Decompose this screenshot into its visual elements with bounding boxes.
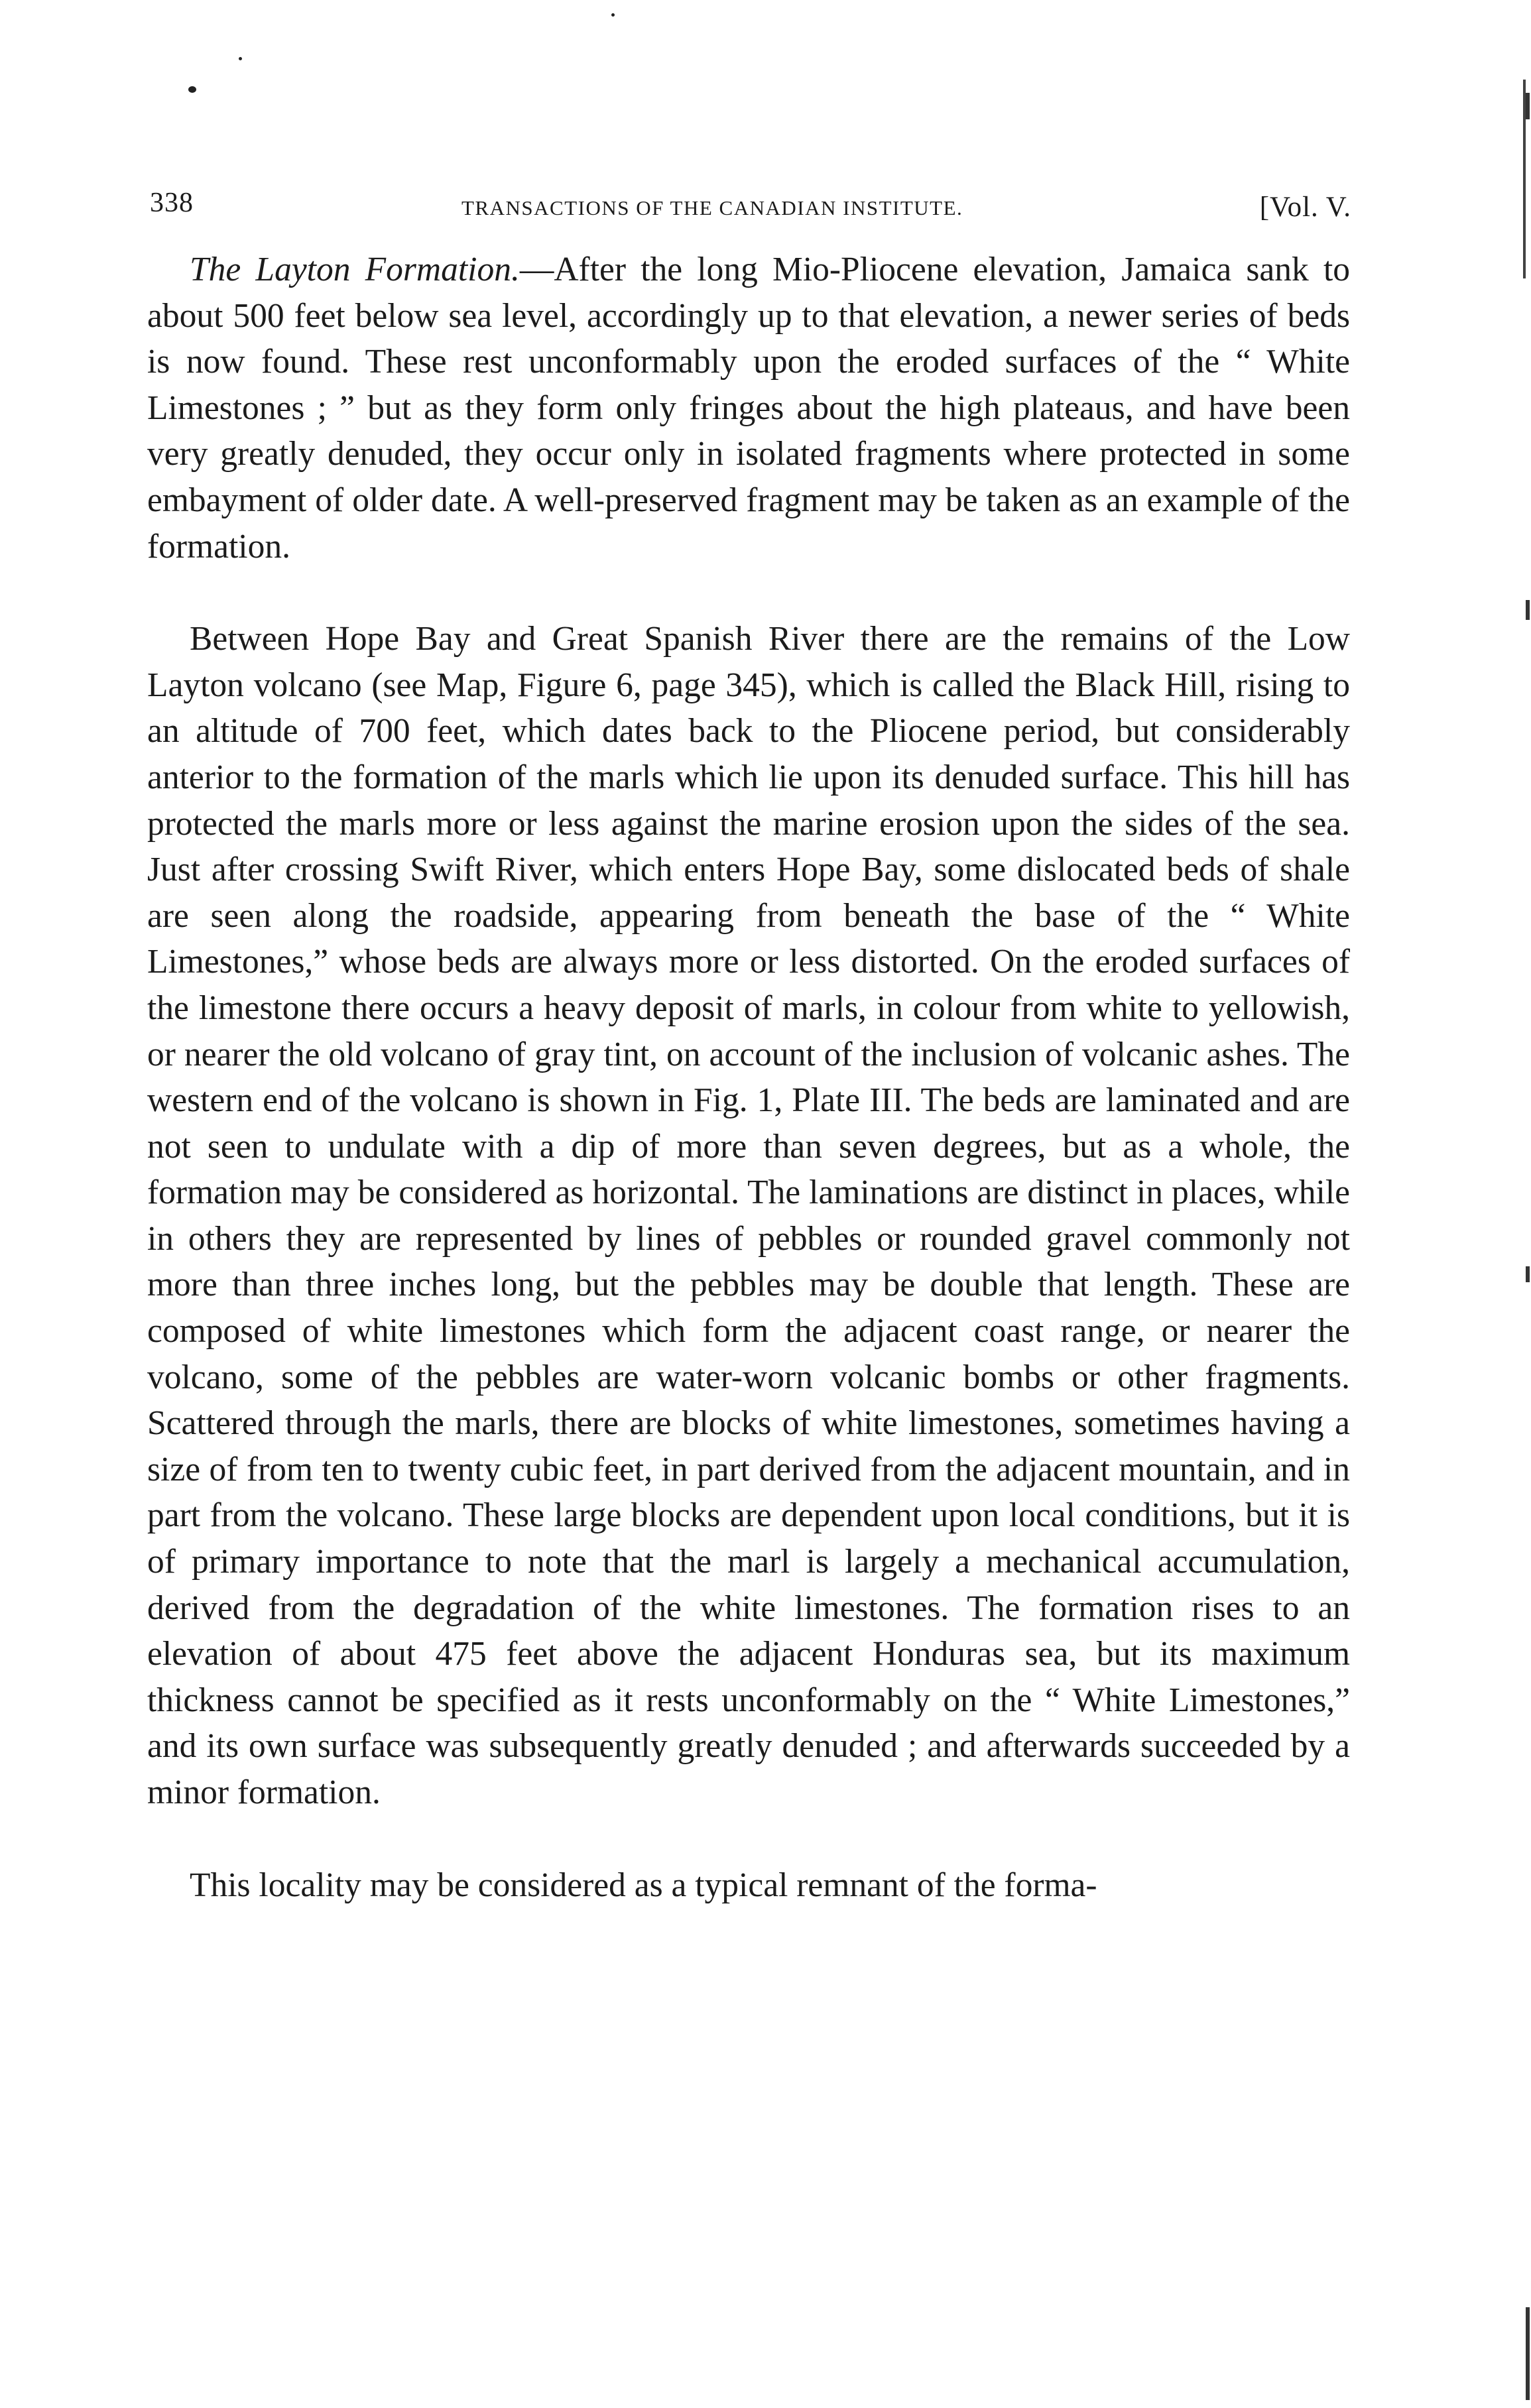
- scan-edge-mark: [1526, 1266, 1530, 1282]
- volume-label: [Vol. V.: [1259, 192, 1351, 223]
- paragraph: [147, 616, 1350, 1815]
- body-text: [147, 247, 1350, 1908]
- scan-speck: [239, 57, 242, 60]
- scan-edge-mark: [1526, 2307, 1530, 2400]
- paragraph-text: This locality may be considered as a typical remnant of the forma-: [190, 1866, 1097, 1904]
- page-header: [150, 187, 1351, 233]
- paragraph: [147, 1862, 1350, 1909]
- scan-edge-mark: [1526, 600, 1530, 620]
- section-heading: The Layton Formation.: [190, 251, 520, 288]
- scan-speck: [188, 86, 196, 93]
- scan-speck: [611, 13, 615, 17]
- paragraph-text: —After the long Mio-Pliocene elevation, Jamaica sank to about 500 feet below sea level, accordingly up to that elevation, a newer series of beds is now found. These rest unconformably upon the eroded surfaces of the “ White Limestones ; ” but as they form only fringes about the high plateaus, and have been very greatly denuded, they occur only in isolated fragments where protected in some embayment of older date. A well-preserved fragment may be taken as an example of the formation.: [147, 251, 1351, 566]
- paragraph-text: Between Hope Bay and Great Spanish River there are the remains of the Low Layton volcano (see Map, Figure 6, page 345), which is called the Black Hill, rising to an altitude of 700 feet, which dates back to the Pliocene period, but considerably anterior to the formation of the marls which lie upon its denuded surface. This hill has protected the marls more or less against the marine erosion upon the sides of the sea. Just after crossing Swift River, which enters Hope Bay, some dislocated beds of shale are seen along the roadside, appearing from beneath the base of the “ White Limestones,” whose beds are always more or less distorted. On the eroded surfaces of the limestone there occurs a heavy deposit of marls, in colour from white to yellowish, or nearer the old volcano of gray tint, on account of the inclusion of volcanic ashes. The western end of the volcano is shown in Fig. 1, Plate III. The beds are laminated and are not seen to undulate with a dip of more than seven degrees, but as a whole, the formation may be considered as horizontal. The laminations are distinct in places, while in others they are represented by lines of pebbles or rounded gravel commonly not more than three inches long, but the pebbles may be double that length. These are composed of white limestones which form the adjacent coast range, or nearer the volcano, some of the pebbles are water-worn volcanic bombs or other fragments. Scattered through the marls, there are blocks of white limestones, sometimes having a size of from ten to twenty cubic feet, in part derived from the adjacent mountain, and in part from the volcano. These large blocks are dependent upon local conditions, but it is of primary importance to note that the marl is largely a mechanical accumulation, derived from the degradation of the white limestones. The formation rises to an elevation of about 475 feet above the adjacent Honduras sea, but its maximum thickness cannot be specified as it rests unconformably on the “ White Limestones,” and its own surface was subsequently greatly denuded ; and afterwards succeeded by a minor formation.: [147, 620, 1350, 1811]
- page-number: 338: [150, 188, 194, 218]
- paragraph: [147, 247, 1350, 570]
- scan-edge-mark: [1526, 93, 1530, 119]
- running-title: TRANSACTIONS OF THE CANADIAN INSTITUTE.: [461, 196, 963, 219]
